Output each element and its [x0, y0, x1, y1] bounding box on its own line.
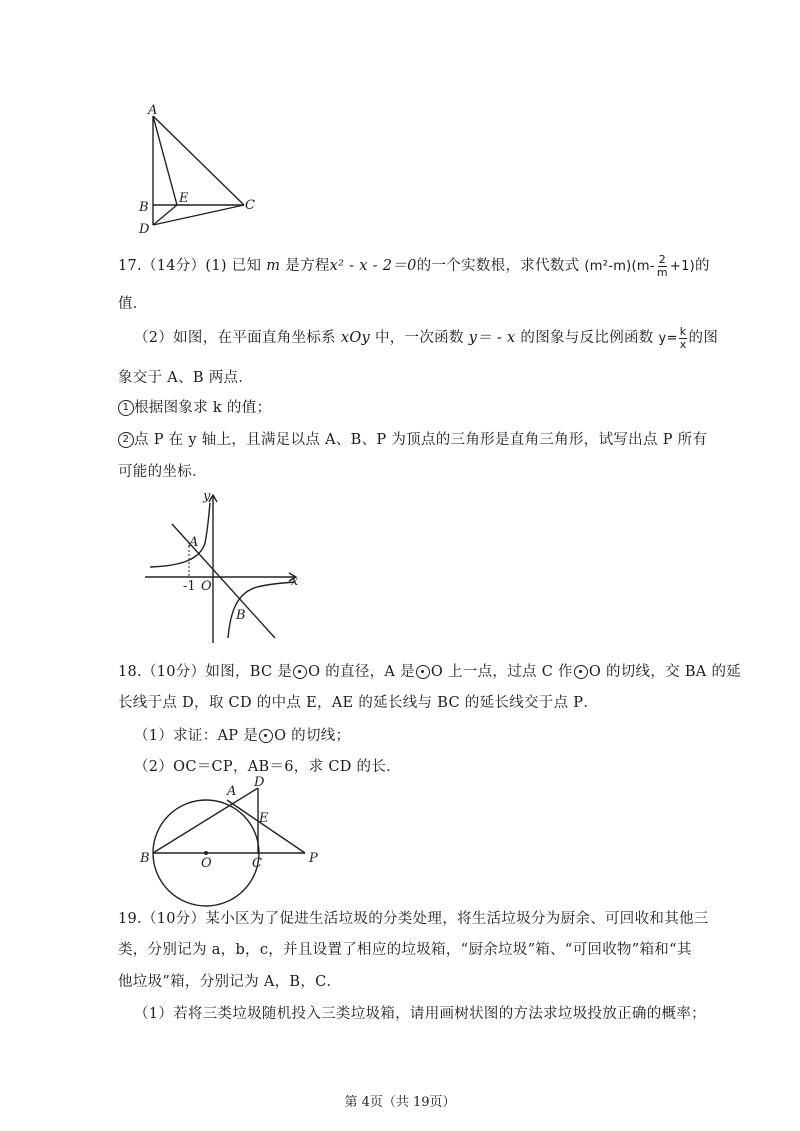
q19-line2: 类，分别记为 a，b，c，并且设置了相应的垃圾箱，“厨余垃圾”箱、“可回收物”箱和“其	[118, 942, 692, 958]
label-p: P	[309, 851, 318, 866]
label-x: x	[291, 574, 299, 589]
q17-line7: 可能的坐标．	[118, 464, 207, 480]
label-a: A	[148, 103, 158, 118]
q17-line1: 17.（14分）(1) 已知 m 是方程x² - x - 2＝0的一个实数根，求代数式 (m²-m)(m- $\frac{2}{m}$ +1)的	[118, 253, 710, 279]
label-b: B	[140, 851, 150, 866]
q18-line4: （2）OC＝CP，AB＝6，求 CD 的长．	[134, 759, 401, 775]
figure-circle	[135, 776, 335, 916]
figure-coordinate-graph	[145, 488, 310, 650]
q17-sub1: 1 根据图象求 k 的值；	[118, 398, 271, 418]
label-y: y	[203, 489, 211, 504]
q19-line3: 他垃圾”箱，分别记为 A，B，C．	[118, 974, 342, 990]
q17-line2: 值．	[118, 296, 148, 312]
label-e: E	[259, 811, 269, 826]
label-minus-one: -1	[183, 579, 196, 594]
q18-line1: 18.（10分）如图，BC 是 O 的直径，A 是 O 上一点，过点 C 作 O 的切线，交 BA 的延	[118, 664, 742, 680]
q19-line4: （1）若将三类垃圾随机投入三类垃圾箱，请用画树状图的方法求垃圾投放正确的概率；	[134, 1006, 706, 1022]
q18-line2: 长线于点 D，取 CD 的中点 E，AE 的延长线与 BC 的延长线交于点 P．	[118, 695, 599, 711]
q17-line3: （2）如图，在平面直角坐标系 xOy 中，一次函数 y＝ - x 的图象与反比例函数 y= $\frac{k}{x}$ 的图	[134, 325, 719, 351]
label-e: E	[179, 191, 189, 206]
q19-line1: 19.（10分）某小区为了促进生活垃圾的分类处理，将生活垃圾分为厨余、可回收和其他三	[118, 911, 709, 927]
label-o: O	[201, 579, 212, 594]
label-o: O	[201, 856, 212, 871]
label-a: A	[189, 535, 199, 550]
label-b: B	[236, 608, 246, 623]
label-d: D	[254, 776, 265, 790]
label-c: C	[245, 198, 255, 213]
q17-sub2: 2 点 P 在 y 轴上，且满足以点 A、B、P 为顶点的三角形是直角三角形，试写出点 P 所有	[118, 430, 707, 450]
label-a: A	[227, 784, 237, 799]
q17-line4: 象交于 A、B 两点．	[118, 370, 254, 386]
label-c: C	[252, 856, 262, 871]
q18-line3: （1）求证：AP 是 O 的切线；	[134, 728, 351, 744]
figure-triangle	[130, 102, 270, 238]
label-b: B	[139, 200, 149, 215]
label-d: D	[139, 222, 150, 237]
page-footer: 第 4页（共 19页）	[344, 1095, 456, 1110]
